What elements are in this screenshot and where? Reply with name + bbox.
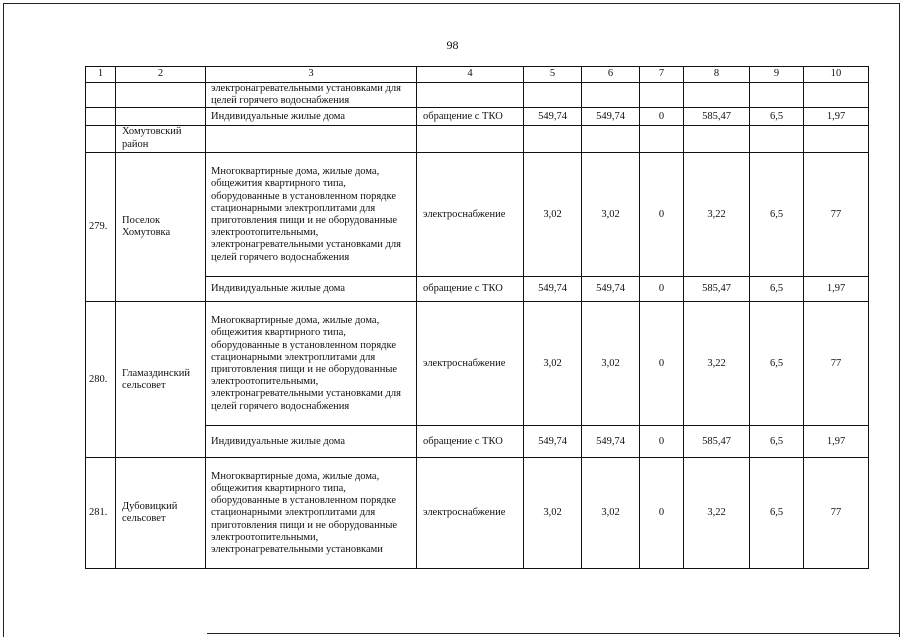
value-cell: 3,22 — [684, 302, 750, 426]
table-row — [86, 458, 869, 569]
service-cell: электроснабжение — [417, 458, 524, 569]
value-cell: 3,02 — [582, 302, 640, 426]
column-header: 5 — [524, 67, 582, 83]
housing-type-cell: Многоквартирные дома, жилые дома, общежития квартирного типа, оборудованные в установленном порядке стационарными электроплитами для приготовления пищи и не оборудованные электроотопительными, электронагревательными установками — [206, 458, 417, 569]
value-cell: 0 — [640, 153, 684, 277]
value-cell: 6,5 — [750, 153, 804, 277]
tariff-table — [85, 66, 869, 569]
value-cell — [582, 83, 640, 108]
value-cell: 6,5 — [750, 426, 804, 458]
table-header-row — [86, 67, 869, 83]
value-cell: 77 — [804, 302, 869, 426]
value-cell: 549,74 — [524, 108, 582, 126]
housing-type-cell — [206, 126, 417, 153]
location-cell: Гламаздинский сельсовет — [116, 302, 206, 458]
row-number-cell: 281. — [86, 458, 116, 569]
value-cell: 77 — [804, 153, 869, 277]
service-cell — [417, 126, 524, 153]
service-cell: обращение с ТКО — [417, 277, 524, 302]
value-cell: 3,02 — [524, 302, 582, 426]
housing-type-cell: Индивидуальные жилые дома — [206, 108, 417, 126]
column-header: 6 — [582, 67, 640, 83]
value-cell: 0 — [640, 302, 684, 426]
value-cell: 77 — [804, 458, 869, 569]
value-cell — [804, 126, 869, 153]
column-header: 8 — [684, 67, 750, 83]
table-row — [86, 302, 869, 426]
value-cell — [684, 83, 750, 108]
table-row — [86, 126, 869, 153]
location-cell — [116, 108, 206, 126]
value-cell: 6,5 — [750, 302, 804, 426]
service-cell: электроснабжение — [417, 302, 524, 426]
housing-type-cell: Индивидуальные жилые дома — [206, 426, 417, 458]
row-number-cell: 279. — [86, 153, 116, 302]
value-cell: 585,47 — [684, 108, 750, 126]
value-cell: 0 — [640, 458, 684, 569]
value-cell: 1,97 — [804, 426, 869, 458]
row-number-cell — [86, 83, 116, 108]
service-cell: электроснабжение — [417, 153, 524, 277]
value-cell: 585,47 — [684, 277, 750, 302]
housing-type-cell: Многоквартирные дома, жилые дома, общежития квартирного типа, оборудованные в установленном порядке стационарными электроплитами для приготовления пищи и не оборудованные электроотопительными, электронагревательными установками для целей горячего водоснабжения — [206, 153, 417, 277]
column-header: 7 — [640, 67, 684, 83]
value-cell: 549,74 — [582, 108, 640, 126]
location-cell: Хомутовский район — [116, 126, 206, 153]
column-header: 4 — [417, 67, 524, 83]
row-number-cell — [86, 108, 116, 126]
bottom-rule — [207, 633, 900, 634]
value-cell: 3,02 — [524, 153, 582, 277]
value-cell: 1,97 — [804, 108, 869, 126]
value-cell — [640, 126, 684, 153]
value-cell: 6,5 — [750, 458, 804, 569]
value-cell — [804, 83, 869, 108]
value-cell: 3,22 — [684, 153, 750, 277]
value-cell: 0 — [640, 277, 684, 302]
column-header: 10 — [804, 67, 869, 83]
value-cell — [750, 126, 804, 153]
column-header: 9 — [750, 67, 804, 83]
value-cell: 549,74 — [524, 277, 582, 302]
value-cell: 549,74 — [524, 426, 582, 458]
location-cell: Поселок Хомутовка — [116, 153, 206, 302]
housing-type-cell: Многоквартирные дома, жилые дома, общежития квартирного типа, оборудованные в установленном порядке стационарными электроплитами для приготовления пищи и не оборудованные электроотопительными, электронагревательными установками для целей горячего водоснабжения — [206, 302, 417, 426]
row-number-cell — [86, 126, 116, 153]
value-cell: 3,02 — [582, 458, 640, 569]
housing-type-cell: электронагревательными установками для целей горячего водоснабжения — [206, 83, 417, 108]
value-cell: 3,02 — [524, 458, 582, 569]
value-cell — [582, 126, 640, 153]
value-cell — [524, 83, 582, 108]
column-header: 3 — [206, 67, 417, 83]
housing-type-cell: Индивидуальные жилые дома — [206, 277, 417, 302]
service-cell: обращение с ТКО — [417, 108, 524, 126]
location-cell — [116, 83, 206, 108]
value-cell: 1,97 — [804, 277, 869, 302]
value-cell: 549,74 — [582, 426, 640, 458]
value-cell — [640, 83, 684, 108]
value-cell: 585,47 — [684, 426, 750, 458]
table-row — [86, 108, 869, 126]
value-cell: 0 — [640, 426, 684, 458]
value-cell — [684, 126, 750, 153]
column-header: 2 — [116, 67, 206, 83]
value-cell: 0 — [640, 108, 684, 126]
location-cell: Дубовицкий сельсовет — [116, 458, 206, 569]
value-cell — [750, 83, 804, 108]
service-cell: обращение с ТКО — [417, 426, 524, 458]
table-row — [86, 83, 869, 108]
column-header: 1 — [86, 67, 116, 83]
page-number: 98 — [446, 38, 459, 52]
value-cell: 6,5 — [750, 108, 804, 126]
value-cell: 3,22 — [684, 458, 750, 569]
table-row — [86, 153, 869, 277]
service-cell — [417, 83, 524, 108]
value-cell — [524, 126, 582, 153]
value-cell: 6,5 — [750, 277, 804, 302]
value-cell: 549,74 — [582, 277, 640, 302]
value-cell: 3,02 — [582, 153, 640, 277]
row-number-cell: 280. — [86, 302, 116, 458]
